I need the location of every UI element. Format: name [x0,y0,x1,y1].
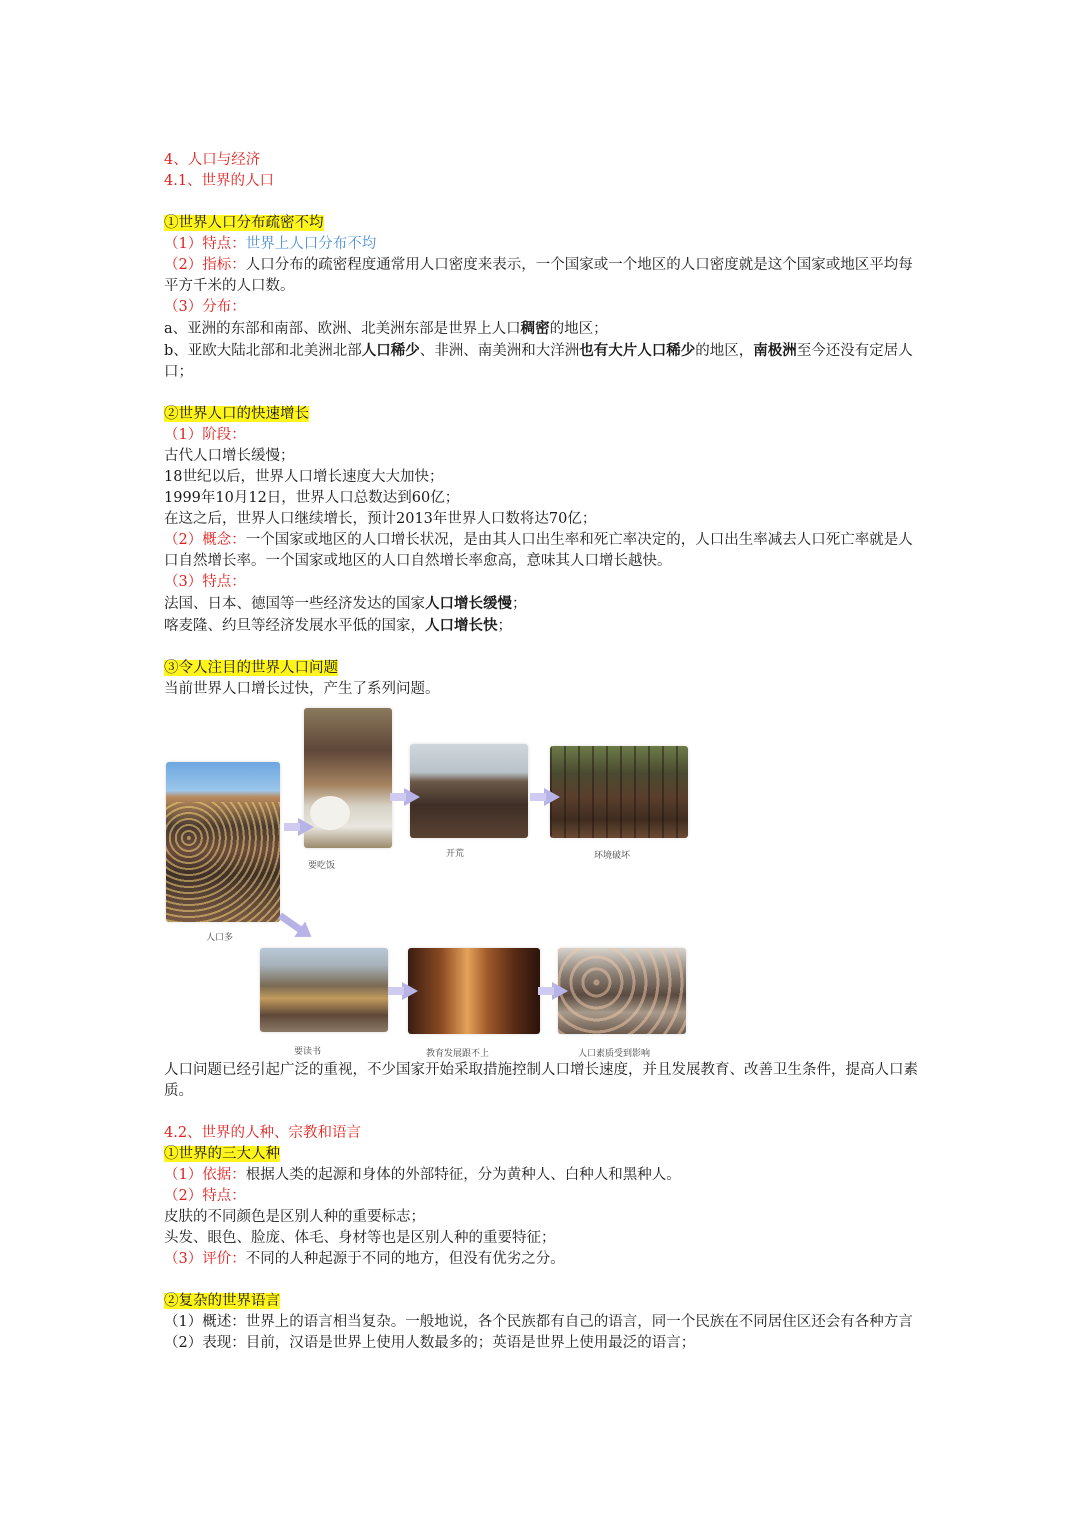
reclaim-photo [410,744,528,838]
heading-population-growth: ②世界人口的快速增长 [164,406,309,422]
text: 目前，汉语是世界上使用人数最多的；英语是世界上使用最泛的语言； [245,1335,696,1351]
arrow-right-icon [298,818,314,836]
school-photo [260,948,388,1032]
label: （2）表现： [164,1335,246,1351]
bold-text: 南极洲 [753,342,797,359]
text: 至今还没有定居人口； [164,343,913,380]
label: （1）阶段： [164,427,246,443]
education-photo [408,948,540,1034]
text: ； [512,596,527,612]
eating-photo [304,708,392,848]
text: 皮肤的不同颜色是区别人种的重要标志； [164,1209,425,1225]
caption-eat: 要吃饭 [308,861,336,871]
text: 喀麦隆、约旦等经济发展水平低的国家， [164,618,425,634]
label: （2）概念： [164,532,246,548]
text: 人口问题已经引起广泛的重视，不少国家开始采取措施控制人口增长速度，并且发展教育、改善卫生条件，提高人口素质。 [164,1062,918,1099]
bold-text: 人口稀少 [361,342,420,359]
arrow-right-icon [402,982,418,1000]
caption-environment: 环境破坏 [594,851,631,861]
text: 、非洲、南美洲和大洋洲 [419,343,580,359]
text: 的地区； [549,321,608,337]
caption-school: 要读书 [294,1047,322,1057]
text: b、亚欧大陆北部和北美洲北部 [164,343,362,359]
text: 头发、眼色、脸庞、体毛、身材等也是区别人种的重要特征； [164,1230,556,1246]
label: （2）特点： [164,1188,246,1204]
label: （3）特点： [164,574,246,590]
heading-population-distribution: ①世界人口分布疏密不均 [164,215,324,231]
quality-photo [558,948,686,1034]
chapter-title: 4、人口与经济 [164,152,261,168]
bold-text: 人口增长快 [425,617,498,634]
text: 在这之后，世界人口继续增长，预计2013年世界人口数将达70亿； [164,511,597,527]
arrow-down-right-icon [278,913,303,934]
label: （1）概述： [164,1314,246,1330]
section-4-2-title: 4.2、世界的人种、宗教和语言 [164,1125,362,1141]
label: （1）特点： [164,236,246,252]
bold-text: 稠密 [520,320,550,337]
text: 法国、日本、德国等一些经济发达的国家 [164,596,425,612]
text: 世界上人口分布不均 [245,236,377,252]
text: 18世纪以后，世界人口增长速度大大加快； [164,469,444,485]
text: ； [497,618,512,634]
population-problem-diagram [164,708,724,1058]
bold-text: 人口增长缓慢 [425,595,512,612]
crowd-photo [166,762,280,922]
heading-languages: ②复杂的世界语言 [164,1293,280,1309]
environment-photo [550,746,688,838]
text: 不同的人种起源于不同的地方，但没有优劣之分。 [245,1251,565,1267]
heading-races: ①世界的三大人种 [164,1146,280,1162]
arrow-right-icon [544,788,560,806]
bold-text: 也有大片人口稀少 [579,342,696,359]
document-body [164,150,924,1354]
caption-quality: 人口素质受到影响 [578,1049,651,1059]
heading-population-problems: ③令人注目的世界人口问题 [164,660,338,676]
arrow-right-icon [552,982,568,1000]
label: （1）依据： [164,1167,246,1183]
text: 人口分布的疏密程度通常用人口密度来表示，一个国家或一个地区的人口密度就是这个国家或地区平均每平方千米的人口数。 [164,257,913,294]
text: 世界上的语言相当复杂。一般地说，各个民族都有自己的语言，同一个民族在不同居住区还会有各种方言 [245,1314,913,1330]
label: （3）分布： [164,299,246,315]
text: 一个国家或地区的人口增长状况，是由其人口出生率和死亡率决定的，人口出生率减去人口死亡率就是人口自然增长率。一个国家或地区的人口自然增长率愈高，意味其人口增长越快。 [164,532,913,569]
text: 1999年10月12日，世界人口总数达到60亿； [164,490,460,506]
caption-crowd: 人口多 [206,933,234,943]
text: 古代人口增长缓慢； [164,448,295,464]
text: a、亚洲的东部和南部、欧洲、北美洲东部是世界上人口 [164,321,521,337]
text: 当前世界人口增长过快，产生了系列问题。 [164,681,440,697]
text: 的地区， [695,343,754,359]
text: 根据人类的起源和身体的外部特征，分为黄种人、白种人和黑种人。 [245,1167,681,1183]
caption-education: 教育发展跟不上 [426,1049,490,1059]
arrow-right-icon [404,788,420,806]
label: （2）指标： [164,257,246,273]
label: （3）评价： [164,1251,246,1267]
section-4-1-title: 4.1、世界的人口 [164,173,275,189]
caption-reclaim: 开荒 [446,849,465,859]
